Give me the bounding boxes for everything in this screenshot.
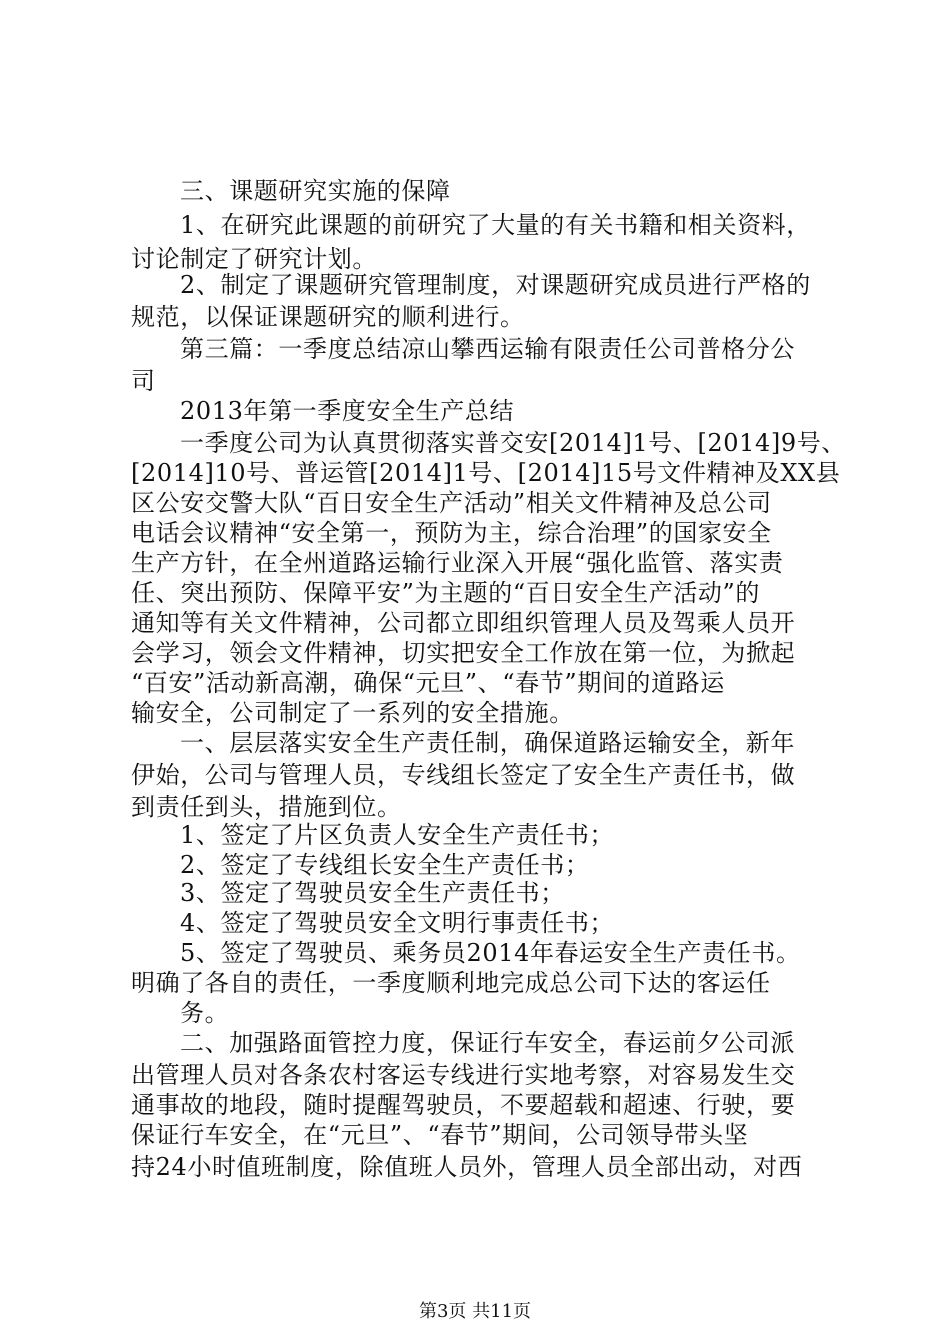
text-line: 生产方针，在全州道路运输行业深入开展“强化监管、落实责 bbox=[131, 549, 784, 577]
list-item: 5、签定了驾驶员、乘务员2014年春运安全生产责任书。 bbox=[180, 939, 801, 967]
text-line: 保证行车安全，在“元旦”、“春节”期间，公司领导带头坚 bbox=[131, 1121, 749, 1149]
text-line: 电话会议精神“安全第一，预防为主，综合治理”的国家安全 bbox=[131, 519, 772, 547]
section-heading: 司 bbox=[131, 367, 156, 395]
text-line: 1、在研究此课题的前研究了大量的有关书籍和相关资料， bbox=[180, 211, 811, 239]
text-line: “百安”活动新高潮，确保“元旦”、“春节”期间的道路运 bbox=[131, 669, 725, 697]
text-line: 到责任到头，措施到位。 bbox=[131, 793, 402, 821]
text-line: 会学习，领会文件精神，切实把安全工作放在第一位，为掀起 bbox=[131, 639, 796, 667]
text-line: 任、突出预防、保障平安”为主题的“百日安全生产活动”的 bbox=[131, 579, 761, 607]
text-line: 出管理人员对各条农村客运专线进行实地考察，对容易发生交 bbox=[131, 1061, 796, 1089]
text-line: 通知等有关文件精神，公司都立即组织管理人员及驾乘人员开 bbox=[131, 609, 796, 637]
text-line: 输安全，公司制定了一系列的安全措施。 bbox=[131, 699, 574, 727]
text-line: 明确了各自的责任，一季度顺利地完成总公司下达的客运任 bbox=[131, 969, 771, 997]
section-heading: 第三篇：一季度总结凉山攀西运输有限责任公司普格分公 bbox=[180, 335, 795, 363]
text-line: 一季度公司为认真贯彻落实普交安[2014]1号、[2014]9号、 bbox=[180, 429, 846, 457]
text-line: 持24小时值班制度，除值班人员外，管理人员全部出动，对西 bbox=[131, 1153, 803, 1181]
text-line: 务。 bbox=[180, 999, 230, 1027]
list-item: 2、签定了专线组长安全生产责任书； bbox=[180, 851, 590, 879]
text-line: 三、课题研究实施的保障 bbox=[180, 177, 451, 205]
text-line: 规范，以保证课题研究的顺利进行。 bbox=[131, 303, 525, 331]
list-item: 4、签定了驾驶员安全文明行事责任书； bbox=[180, 909, 615, 937]
text-line: 一、层层落实安全生产责任制，确保道路运输安全，新年 bbox=[180, 729, 795, 757]
text-line: 区公安交警大队“百日安全生产活动”相关文件精神及总公司 bbox=[131, 489, 772, 517]
list-item: 3、签定了驾驶员安全生产责任书； bbox=[180, 879, 565, 907]
text-line: 伊始，公司与管理人员，专线组长签定了安全生产责任书，做 bbox=[131, 761, 796, 789]
document-title: 2013年第一季度安全生产总结 bbox=[180, 397, 515, 425]
list-item: 1、签定了片区负责人安全生产责任书； bbox=[180, 821, 615, 849]
page-number-footer: 第3页 共11页 bbox=[418, 1301, 532, 1322]
text-line: 二、加强路面管控力度，保证行车安全，春运前夕公司派 bbox=[180, 1029, 795, 1057]
text-line: 讨论制定了研究计划。 bbox=[131, 245, 377, 273]
text-line: 2、制定了课题研究管理制度，对课题研究成员进行严格的 bbox=[180, 271, 811, 299]
text-line: [2014]10号、普运管[2014]1号、[2014]15号文件精神及XX县 bbox=[131, 459, 841, 487]
text-line: 通事故的地段，随时提醒驾驶员，不要超载和超速、行驶，要 bbox=[131, 1091, 796, 1119]
